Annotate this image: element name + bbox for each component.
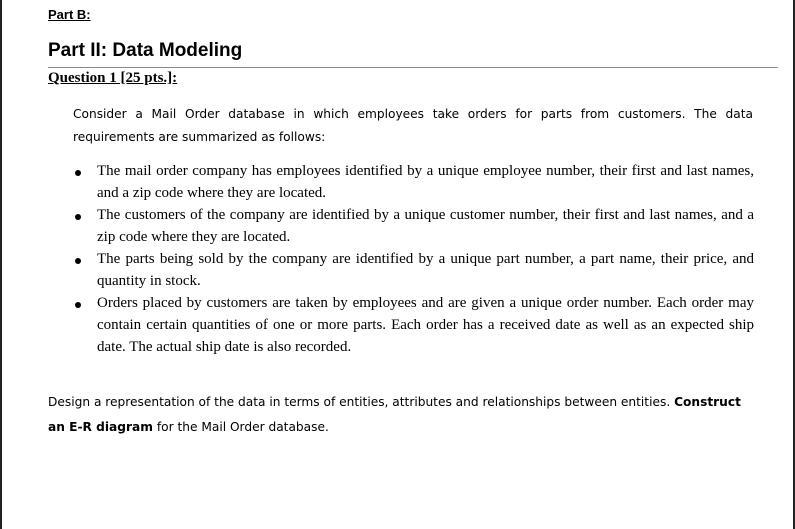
- question-heading: Question 1 [25 pts.]:: [48, 70, 178, 86]
- bullet-icon: [75, 214, 81, 220]
- intro-paragraph: Consider a Mail Order database in which employees take orders for parts from customers. The data requirements are summarized as follows:: [73, 107, 753, 144]
- requirement-text: The customers of the company are identified by a unique customer number, their first and last names, and a zip code where they are located.: [97, 207, 754, 245]
- task-text-end: for the Mail Order database.: [152, 420, 329, 434]
- task-text: Design a representation of the data in terms of entities, attributes and relationships between entities.: [48, 395, 675, 409]
- requirement-text: The parts being sold by the company are identified by a unique part number, a part name, their price, and quantity in stock.: [97, 251, 754, 289]
- requirement-customers: [73, 204, 754, 248]
- requirement-employees: [73, 160, 754, 204]
- bullet-icon: [75, 258, 81, 264]
- bullet-icon: [75, 302, 81, 308]
- title-divider: [48, 67, 778, 68]
- part-label: Part B:: [48, 7, 91, 22]
- page-left-border: [0, 0, 2, 529]
- requirement-text: Orders placed by customers are taken by employees and are given a unique order number. Each order may contain certain quantities of one or more parts. Each order has a received date as well as an expected ship date. The actual ship date is also recorded.: [97, 295, 754, 355]
- task-paragraph: [48, 390, 753, 440]
- requirement-orders: [73, 292, 754, 358]
- requirement-text: The mail order company has employees identified by a unique employee number, their first and last names, and a zip code where they are located.: [97, 163, 754, 201]
- task-emphasis: Construct an E-R diagram: [48, 395, 741, 434]
- section-title: Part II: Data Modeling: [48, 40, 243, 61]
- bullet-icon: [75, 170, 81, 176]
- requirements-list: [73, 160, 754, 358]
- requirement-parts: [73, 248, 754, 292]
